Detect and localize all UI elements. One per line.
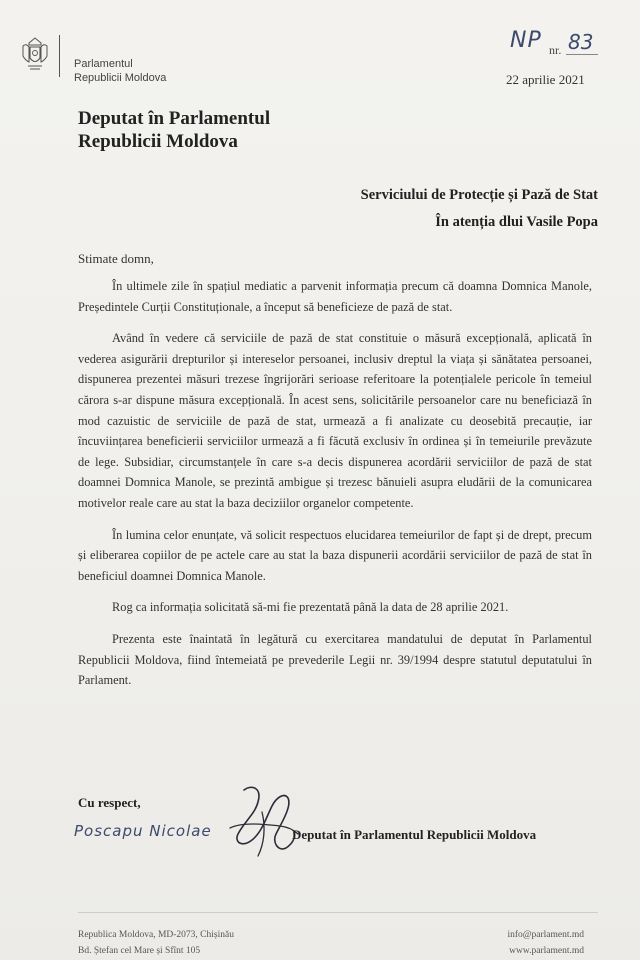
organization-name xyxy=(74,57,166,85)
footer-email: info@parlament.md xyxy=(507,930,584,940)
sender-line-2: Republicii Moldova xyxy=(78,131,238,152)
registry-prefix-handwritten: NP xyxy=(510,28,542,53)
sender-title xyxy=(78,107,270,153)
footer-address xyxy=(78,927,234,959)
recipient-institution: Serviciului de Protecție și Pază de Stat xyxy=(360,187,598,203)
greeting: Stimate domn, xyxy=(78,251,154,266)
letter-body xyxy=(78,276,592,702)
letter-date: 22 aprilie 2021 xyxy=(506,72,585,87)
recipient-attention: În atenția dlui Vasile Popa xyxy=(435,214,598,230)
body-paragraph: Având în vedere că serviciile de pază de stat constituie o măsură excepțională, aplicată în vederea asigurării drepturilor și intereselor persoanei, inclusiv dreptul la viața și sănătatea persoanei, dispunerea prezentei măsuri trezese îngrijorări serioase referitoare la potențialele pericole în temeiul cărora s-ar dispune măsura excepțională. În acest sens, solicitările persoanelor care nu beneficiază în mod cazuistic de serviciile de pază de stat, urmează a fi analizate cu deosebită precauție, iar încuviințarea beneficierii serviciilor urmează a fi făcută exclusiv în ordinea și în temeiurile prevăzute de lege. Subsidiar, circumstanțele în care s-a decis dispunerea acordării serviciilor de pază de stat doamnei Domnica Manole, se prezintă ambigue și trezesc bănuieli asupra eludării de la comunicarea motivelor reale care au stat la baza deciziilor organelor competente. xyxy=(78,331,592,510)
registry-number-underline xyxy=(566,54,598,55)
address-line-1: Republica Moldova, MD-2073, Chișinău xyxy=(78,930,234,940)
registry-number-handwritten: 83 xyxy=(568,30,594,54)
letterhead-divider xyxy=(59,35,60,77)
registry-number-label: nr. xyxy=(549,43,562,57)
address-line-2: Bd. Ștefan cel Mare și Sfînt 105 xyxy=(78,946,201,956)
signature-icon xyxy=(222,782,306,862)
signer-title: Deputat în Parlamentul Republicii Moldova xyxy=(292,827,537,842)
org-line-2: Republicii Moldova xyxy=(74,72,167,84)
coat-of-arms-icon xyxy=(20,34,50,74)
footer-contacts xyxy=(507,927,584,959)
body-paragraph: Rog ca informația solicitată să-mi fie prezentată până la data de 28 aprilie 2021. xyxy=(112,600,509,615)
org-line-1: Parlamentul xyxy=(74,58,133,70)
body-paragraph: În lumina celor enunțate, vă solicit respectuos elucidarea temeiurilor de fapt și de drept, precum și eliberarea copiilor de pe actele care au stat la baza dispunerii acordării serviciilor de pază de stat în beneficiul doamnei Domnica Manole. xyxy=(78,527,592,583)
body-paragraph: În ultimele zile în spațiul mediatic a parvenit informația precum că doamna Domnica Manole, Președintele Curții Constituționale, a început să beneficieze de pază de stat. xyxy=(78,279,592,314)
body-paragraph: Prezenta este înaintată în legătură cu exercitarea mandatului de deputat în Parlamentul Republicii Moldova, fiind întemeiată pe prevederile Legii nr. 39/1994 despre statutul deputatului în Parlament. xyxy=(78,631,592,688)
handwritten-name: Poscapu Nicolae xyxy=(74,822,212,840)
footer-divider xyxy=(78,912,598,913)
sender-line-1: Deputat în Parlamentul xyxy=(78,108,271,129)
footer-website: www.parlament.md xyxy=(509,946,584,956)
closing-phrase: Cu respect, xyxy=(78,795,141,810)
